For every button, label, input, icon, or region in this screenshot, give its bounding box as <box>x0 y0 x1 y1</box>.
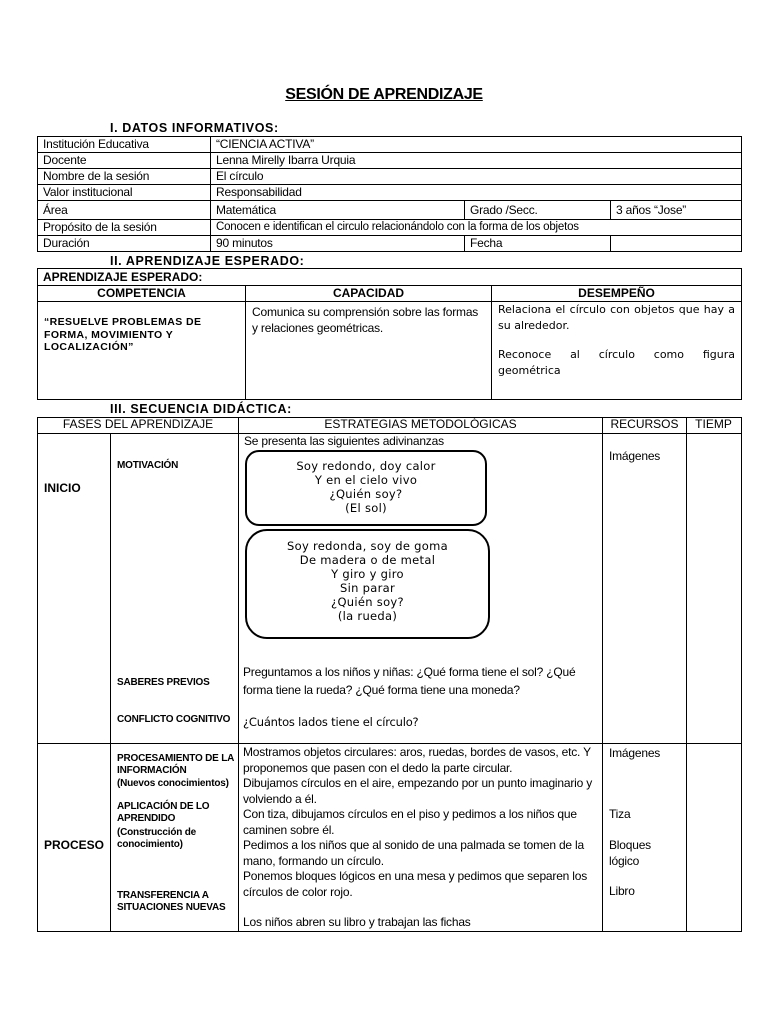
table-divider <box>110 433 111 931</box>
riddle-line: Y giro y giro <box>331 567 404 581</box>
table-divider <box>602 417 603 931</box>
duracion-label: Duración <box>38 236 211 252</box>
procesamiento-sub: (Nuevos conocimientos) <box>117 778 229 789</box>
desempeno-text-2: Reconoce al círculo como figura geométrica <box>498 348 736 377</box>
grado-value: 3 años “Jose” <box>611 201 742 220</box>
aprendizaje-table-title: APRENDIZAJE ESPERADO: <box>38 269 742 286</box>
table-row <box>38 153 742 169</box>
proceso-paragraph-2: Dibujamos círculos en el aire, empezando por un punto imaginario y volviendo a él. <box>243 776 592 806</box>
saberes-text: Preguntamos a los niños y niñas: ¿Qué forma tiene el sol? ¿Qué forma tiene la rueda? ¿Qué forma tiene una moneda? <box>243 665 576 697</box>
row-value: Responsabilidad <box>211 185 742 201</box>
riddle-line: ¿Quién soy? <box>331 595 404 609</box>
capacidad-cell: Comunica su comprensión sobre las formas y relaciones geométricas. <box>246 302 492 400</box>
aplicacion-label: APLICACIÓN DE LO APRENDIDO <box>117 801 210 824</box>
riddle-sol-box <box>245 450 487 526</box>
fecha-value <box>611 236 742 252</box>
transferencia-label: TRANSFERENCIA A SITUACIONES NUEVAS <box>117 890 226 913</box>
table-row <box>38 220 742 236</box>
table-header-row <box>38 286 742 302</box>
proceso-paragraph-1: Mostramos objetos circulares: aros, ruedas, bordes de vasos, etc. Y proponemos que pasen con el dedo la parte circular. <box>243 745 591 775</box>
saberes-label: SABERES PREVIOS <box>117 677 210 688</box>
grado-label: Grado /Secc. <box>465 201 611 220</box>
section-3-heading: III. SECUENCIA DIDÁCTICA: <box>110 402 292 416</box>
riddle-line: Y en el cielo vivo <box>314 473 418 487</box>
proceso-paragraph-4: Pedimos a los niños que al sonido de una palmada se tomen de la mano, formando un círculo. <box>243 838 584 868</box>
row-value: Lenna Mirelly Ibarra Urquia <box>211 153 742 169</box>
col-header-capacidad: CAPACIDAD <box>246 286 492 302</box>
motivacion-label: MOTIVACIÓN <box>117 460 179 471</box>
riddle-line: Soy redondo, doy calor <box>296 459 436 473</box>
col-header-tiempo: TIEMP <box>695 417 732 431</box>
row-value: “CIENCIA ACTIVA” <box>211 137 742 153</box>
procesamiento-label: PROCESAMIENTO DE LA INFORMACIÓN <box>117 753 234 776</box>
intro-text: Se presenta las siguientes adivinanzas <box>244 434 444 448</box>
col-header-recursos: RECURSOS <box>610 417 679 431</box>
aprendizaje-esperado-table <box>37 268 742 400</box>
row-label: Nombre de la sesión <box>38 169 211 185</box>
col-header-competencia: COMPETENCIA <box>38 286 246 302</box>
col-header-estrategias: ESTRATEGIAS METODOLÓGICAS <box>324 417 517 431</box>
proceso-paragraph-5: Ponemos bloques lógicos en una mesa y pedimos que separen los círculos de color rojo. <box>243 869 588 899</box>
row-label: Institución Educativa <box>38 137 211 153</box>
recurso-imagenes-proceso: Imágenes <box>609 746 661 760</box>
table-row <box>38 185 742 201</box>
recurso-tiza: Tiza <box>609 807 631 821</box>
riddle-line: Sin parar <box>340 581 395 595</box>
desempeno-text-1: Relaciona el círculo con objetos que hay a su alrededor. <box>498 303 736 332</box>
area-label: Área <box>38 201 211 220</box>
riddle-line: De madera o de metal <box>299 553 436 567</box>
row-value: El círculo <box>211 169 742 185</box>
table-divider <box>686 417 687 931</box>
conflicto-label: CONFLICTO COGNITIVO <box>117 714 231 725</box>
table-row <box>38 236 742 252</box>
desempeno-cell <box>492 302 742 400</box>
recurso-bloques: Bloques lógico <box>609 838 651 868</box>
table-row <box>38 201 742 220</box>
proposito-value: Conocen e identifican el circulo relacionándolo con la forma de los objetos <box>211 220 742 236</box>
conflicto-text: ¿Cuántos lados tiene el círculo? <box>243 715 419 729</box>
riddle-line: ¿Quién soy? <box>329 487 403 501</box>
fecha-label: Fecha <box>465 236 611 252</box>
table-row <box>38 302 742 400</box>
proposito-label: Propósito de la sesión <box>38 220 211 236</box>
col-header-fases: FASES DEL APRENDIZAJE <box>62 417 214 431</box>
datos-informativos-table <box>37 136 742 252</box>
proceso-paragraph-6: Los niños abren su libro y trabajan las fichas <box>243 915 471 929</box>
table-divider <box>37 743 741 744</box>
riddle-line: (El sol) <box>345 501 387 515</box>
area-value: Matemática <box>211 201 465 220</box>
section-1-heading: I. DATOS INFORMATIVOS: <box>110 121 279 135</box>
row-label: Valor institucional <box>38 185 211 201</box>
recurso-imagenes-inicio: Imágenes <box>609 449 661 463</box>
fase-inicio: INICIO <box>44 481 81 495</box>
aplicacion-sub: (Construcción de conocimiento) <box>117 827 197 850</box>
competencia-cell: “RESUELVE PROBLEMAS DE FORMA, MOVIMIENTO Y LOCALIZACIÓN” <box>38 302 246 400</box>
riddle-line: Soy redonda, soy de goma <box>287 539 448 553</box>
riddle-rueda-box <box>245 529 490 639</box>
section-2-heading: II. APRENDIZAJE ESPERADO: <box>110 254 305 268</box>
table-row <box>38 269 742 286</box>
col-header-desempeno: DESEMPEÑO <box>492 286 742 302</box>
table-divider <box>238 417 239 931</box>
recurso-libro: Libro <box>609 884 635 898</box>
fase-proceso: PROCESO <box>44 838 105 852</box>
table-row <box>38 137 742 153</box>
proceso-paragraph-3: Con tiza, dibujamos círculos en el piso y pedimos a los niños que caminen sobre él. <box>243 807 577 837</box>
riddle-line: (la rueda) <box>337 609 398 623</box>
table-row <box>38 169 742 185</box>
duracion-value: 90 minutos <box>211 236 465 252</box>
page-title: SESIÓN DE APRENDIZAJE <box>285 86 483 103</box>
row-label: Docente <box>38 153 211 169</box>
